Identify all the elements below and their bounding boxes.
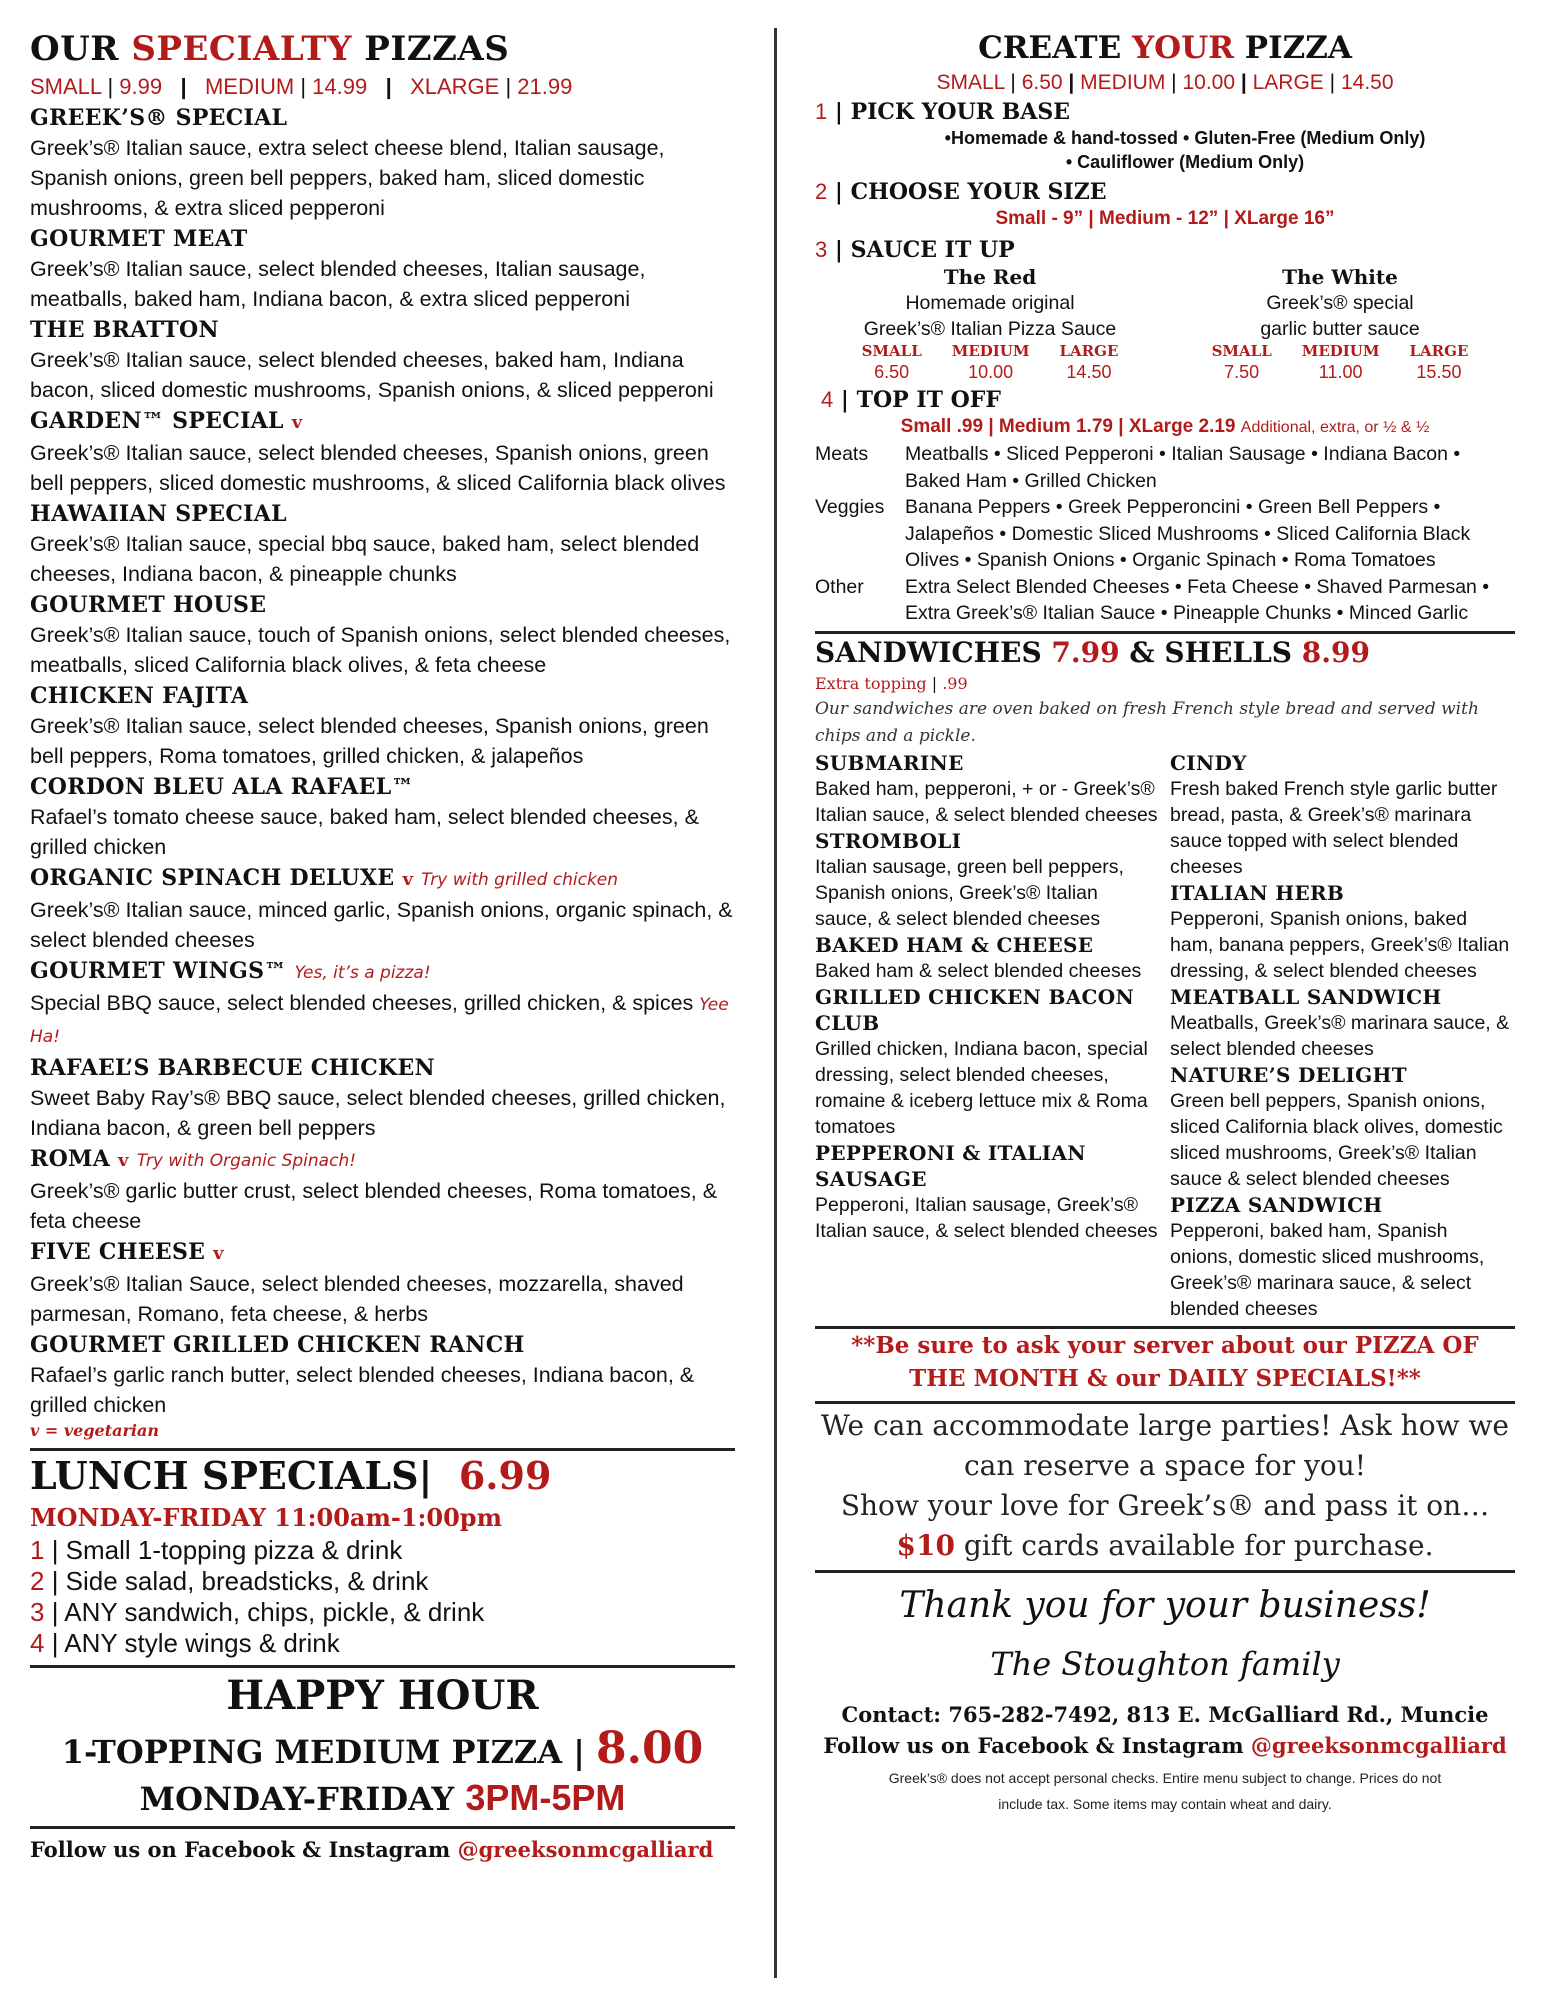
specialty-title: OUR SPECIALTY PIZZAS	[30, 29, 510, 69]
sauce-white: The White Greek’s® special garlic butter sauce SMALL 7.50 MEDIUM 11.00 LARGE 15.50	[1211, 265, 1469, 382]
pizza-name: CHICKEN FAJITA	[30, 683, 249, 709]
pizza-item	[30, 499, 735, 589]
sandwich-name: SUBMARINE	[815, 750, 964, 775]
sandwich-description: Green bell peppers, Spanish onions, sliced California black olives, domestic sliced mushrooms, Greek’s® Italian sauce & select blended cheeses	[1170, 1089, 1503, 1190]
extra-topping-price: Extra topping | .99	[815, 673, 968, 693]
sauce-options	[815, 264, 1515, 384]
sandwich-item	[1170, 880, 1515, 984]
sandwich-description: Meatballs, Greek’s® marinara sauce, & select blended cheeses	[1170, 1011, 1510, 1060]
pizza-description: Greek’s® garlic butter crust, select blended cheeses, Roma tomatoes, & feta cheese	[30, 1179, 718, 1233]
topping-prices: Small .99 | Medium 1.79 | XLarge 2.19 Additional, extra, or ½ & ½	[900, 416, 1430, 437]
sandwich-item	[815, 984, 1160, 1140]
pizza-note: Try with Organic Spinach!	[136, 1151, 357, 1171]
create-title: CREATE YOUR PIZZA	[978, 30, 1352, 66]
pizza-description: Greek’s® Italian sauce, select blended cheeses, Italian sausage, meatballs, baked ham, Indiana bacon, & extra sliced pepperoni	[30, 257, 646, 311]
pizza-description: Greek’s® Italian sauce, touch of Spanish onions, select blended cheeses, meatballs, sliced California black olives, & feta cheese	[30, 623, 731, 677]
pizza-description: Greek’s® Italian sauce, select blended cheeses, Spanish onions, green bell peppers, sliced domestic mushrooms, & sliced California black olives	[30, 441, 726, 495]
right-column	[815, 28, 1515, 1817]
sandwich-description: Pepperoni, Spanish onions, baked ham, banana peppers, Greek’s® Italian dressing, & select blended cheeses	[1170, 907, 1510, 982]
pizza-item	[30, 590, 735, 680]
sandwich-description: Grilled chicken, Indiana bacon, special dressing, select blended cheeses, romaine & iceberg lettuce mix & Roma tomatoes	[815, 1037, 1148, 1138]
topping-list: Meats Meatballs • Sliced Pepperoni • Italian Sausage • Indiana Bacon • Baked Ham • Grilled Chicken Veggies Banana Peppers • Greek Pepperoncini • Green Bell Peppers • Jalapeños • Domestic Sliced Mushrooms • Sliced California Black Olives • Spanish Onions • Organic Spinach • Roma Tomatoes Other Extra Select Blended Cheeses • Feta Cheese • Shaved Parmesan • Extra Greek’s® Italian Sauce • Pineapple Chunks • Minced Garlic	[815, 443, 1490, 624]
sandwich-name: GRILLED CHICKEN BACON CLUB	[815, 984, 1135, 1035]
happy-hour-title: HAPPY HOUR	[226, 1672, 539, 1719]
sandwiches-intro: Our sandwiches are oven baked on fresh French style bread and served with chips and a pickle.	[815, 698, 1479, 746]
pizza-item	[30, 406, 735, 498]
sandwich-name: STROMBOLI	[815, 828, 962, 853]
sandwich-name: PIZZA SANDWICH	[1170, 1192, 1383, 1217]
list-item: 2 | Side salad, breadsticks, & drink	[30, 1566, 429, 1596]
step-pick-base: 1 | PICK YOUR BASE	[815, 99, 1071, 125]
section-divider	[30, 1826, 735, 1829]
pizza-description: Greek’s® Italian sauce, minced garlic, Spanish onions, organic spinach, & select blended cheeses	[30, 898, 733, 952]
list-item: 4 | ANY style wings & drink	[30, 1628, 340, 1658]
sandwich-description: Italian sausage, green bell peppers, Spanish onions, Greek’s® Italian sauce, & select blended cheeses	[815, 855, 1124, 930]
pizza-description: Rafael’s tomato cheese sauce, baked ham, select blended cheeses, & grilled chicken	[30, 805, 699, 859]
sauce-red: The Red Homemade original Greek’s® Italian Pizza Sauce SMALL 6.50 MEDIUM 10.00 LARGE 14.50	[861, 265, 1119, 382]
column-divider	[774, 28, 777, 1978]
pizza-item	[30, 315, 735, 405]
pizza-name: THE BRATTON	[30, 317, 219, 343]
vegetarian-icon: v	[213, 1243, 224, 1264]
vegetarian-icon: v	[402, 869, 414, 890]
sandwich-description: Baked ham, pepperoni, + or - Greek’s® Italian sauce, & select blended cheeses	[815, 777, 1158, 826]
large-parties: We can accommodate large parties! Ask how we can reserve a space for you! Show your love for Greek’s® and pass it on… $10 gift cards available for purchase.	[821, 1408, 1509, 1562]
sandwich-list	[815, 750, 1515, 1322]
sandwich-item	[1170, 984, 1515, 1062]
lunch-days: MONDAY-FRIDAY 11:00am-1:00pm	[30, 1503, 502, 1532]
pizza-item	[30, 224, 735, 314]
sandwiches-title: SANDWICHES 7.99 & SHELLS 8.99	[815, 635, 1370, 669]
vegetarian-legend: v = vegetarian	[30, 1421, 159, 1440]
pizza-name: GOURMET WINGS™ Yes, it’s a pizza!	[30, 958, 431, 984]
sandwich-name: BAKED HAM & CHEESE	[815, 932, 1094, 957]
pizza-name: RAFAEL’S BARBECUE CHICKEN	[30, 1055, 435, 1081]
pizza-name: HAWAIIAN SPECIAL	[30, 501, 287, 527]
pizza-description: Sweet Baby Ray’s® BBQ sauce, select blended cheeses, grilled chicken, Indiana bacon, & green bell peppers	[30, 1086, 726, 1140]
sandwich-description: Pepperoni, Italian sausage, Greek’s® Italian sauce, & select blended cheeses	[815, 1193, 1158, 1242]
sandwich-name: MEATBALL SANDWICH	[1170, 984, 1442, 1009]
pizza-description: Greek’s® Italian Sauce, select blended cheeses, mozzarella, shaved parmesan, Romano, feta cheese, & herbs	[30, 1272, 684, 1326]
sandwich-item	[815, 750, 1160, 828]
section-divider	[815, 1401, 1515, 1404]
sandwich-name: NATURE’S DELIGHT	[1170, 1062, 1407, 1087]
pizza-name: GREEK’S® SPECIAL	[30, 105, 288, 131]
list-item: 3 | ANY sandwich, chips, pickle, & drink	[30, 1597, 485, 1627]
pizza-description: Special BBQ sauce, select blended cheeses, grilled chicken, & spices Yee Ha!	[30, 991, 729, 1047]
sandwich-item	[1170, 750, 1515, 880]
vegetarian-icon: v	[291, 412, 303, 433]
sandwich-name: ITALIAN HERB	[1170, 880, 1345, 905]
disclaimer: Greek’s® does not accept personal checks. Entire menu subject to change. Prices do not include tax. Some items may contain wheat and dairy.	[888, 1769, 1442, 1812]
sandwich-description: Fresh baked French style garlic butter bread, pasta, & Greek’s® marinara sauce topped with select blended cheeses	[1170, 777, 1498, 878]
pizza-note: Yes, it’s a pizza!	[294, 963, 431, 983]
list-item: 1 | Small 1-topping pizza & drink	[30, 1535, 403, 1565]
contact-info: Contact: 765-282-7492, 813 E. McGalliard Rd., Muncie Follow us on Facebook & Instagram @greeksonmcgalliard	[823, 1701, 1507, 1758]
pizza-name: GOURMET HOUSE	[30, 592, 267, 618]
sandwich-item	[1170, 1192, 1515, 1322]
pizza-name: GARDEN™ SPECIAL v	[30, 408, 303, 434]
pizza-item	[30, 1144, 735, 1236]
base-options: •Homemade & hand-tossed • Gluten-Free (Medium Only) • Cauliflower (Medium Only)	[944, 128, 1426, 172]
left-column	[30, 28, 735, 1865]
pizza-item	[30, 956, 735, 1052]
create-size-prices: SMALL | 6.50 | MEDIUM | 10.00 | LARGE | 14.50	[936, 71, 1394, 94]
sandwich-description: Baked ham & select blended cheeses	[815, 959, 1142, 982]
pizza-item	[30, 1237, 735, 1329]
sandwich-column-right	[1170, 750, 1515, 1322]
pizza-description: Greek’s® Italian sauce, select blended cheeses, baked ham, Indiana bacon, sliced domestic mushrooms, Spanish onions, & sliced pepperoni	[30, 348, 714, 402]
follow-us-left: Follow us on Facebook & Instagram @greeksonmcgalliard	[30, 1837, 714, 1862]
pizza-name: GOURMET MEAT	[30, 226, 248, 252]
pizza-name: CORDON BLEU ALA RAFAEL™	[30, 774, 414, 800]
sandwich-item	[815, 932, 1160, 984]
pizza-item	[30, 103, 735, 223]
sandwich-item	[815, 828, 1160, 932]
happy-hour-days: MONDAY-FRIDAY 3PM-5PM	[139, 1777, 626, 1818]
lunch-title: LUNCH SPECIALS| 6.99	[30, 1453, 552, 1498]
pizza-name: FIVE CHEESE v	[30, 1239, 224, 1265]
pizza-item	[30, 1053, 735, 1143]
sandwich-name: CINDY	[1170, 750, 1247, 775]
pizza-description: Greek’s® Italian sauce, special bbq sauce, baked ham, select blended cheeses, Indiana bacon, & pineapple chunks	[30, 532, 700, 586]
section-divider	[815, 1570, 1515, 1573]
step-choose-size: 2 | CHOOSE YOUR SIZE	[815, 179, 1107, 205]
happy-hour-deal: 1-TOPPING MEDIUM PIZZA | 8.00	[61, 1723, 704, 1774]
pizza-note: Try with grilled chicken	[421, 870, 619, 890]
instagram-handle-link[interactable]: @greeksonmcgalliard	[457, 1837, 714, 1862]
pizza-description: Greek’s® Italian sauce, extra select cheese blend, Italian sausage, Spanish onions, green bell peppers, baked ham, sliced domestic mushrooms, & extra sliced pepperoni	[30, 136, 665, 220]
step-top-it-off: 4 | TOP IT OFF	[821, 387, 1002, 413]
vegetarian-icon: v	[118, 1150, 129, 1171]
pizza-description: Rafael’s garlic ranch butter, select blended cheeses, Indiana bacon, & grilled chicken	[30, 1363, 695, 1417]
pizza-item	[30, 863, 735, 955]
sandwich-item	[815, 1140, 1160, 1244]
sandwich-item	[1170, 1062, 1515, 1192]
sandwich-column-left	[815, 750, 1160, 1322]
step-sauce: 3 | SAUCE IT UP	[815, 237, 1015, 263]
pizza-description: Greek’s® Italian sauce, select blended cheeses, Spanish onions, green bell peppers, Roma tomatoes, grilled chicken, & jalapeños	[30, 714, 709, 768]
pizza-item	[30, 772, 735, 862]
pizza-item	[30, 681, 735, 771]
specials-reminder: **Be sure to ask your server about our PIZZA OF THE MONTH & our DAILY SPECIALS!**	[851, 1331, 1479, 1392]
instagram-handle-link[interactable]: @greeksonmcgalliard	[1250, 1732, 1507, 1758]
sandwich-name: PEPPERONI & ITALIAN SAUSAGE	[815, 1140, 1086, 1191]
pizza-item	[30, 1330, 735, 1420]
specialty-pizza-list	[30, 103, 735, 1420]
specialty-size-prices: SMALL | 9.99 | MEDIUM | 14.99 | XLARGE | 21.99	[30, 74, 573, 99]
thank-you-note: Thank you for your business! The Stoughton family	[899, 1584, 1431, 1683]
pizza-name: GOURMET GRILLED CHICKEN RANCH	[30, 1332, 525, 1358]
lunch-list	[30, 1535, 735, 1659]
pizza-name: ORGANIC SPINACH DELUXE v Try with grilled chicken	[30, 865, 619, 891]
size-options: Small - 9” | Medium - 12” | XLarge 16”	[995, 208, 1335, 229]
pizza-name: ROMA v Try with Organic Spinach!	[30, 1146, 357, 1172]
sandwich-description: Pepperoni, baked ham, Spanish onions, domestic sliced mushrooms, Greek’s® marinara sauce, & select blended cheeses	[1170, 1219, 1485, 1320]
